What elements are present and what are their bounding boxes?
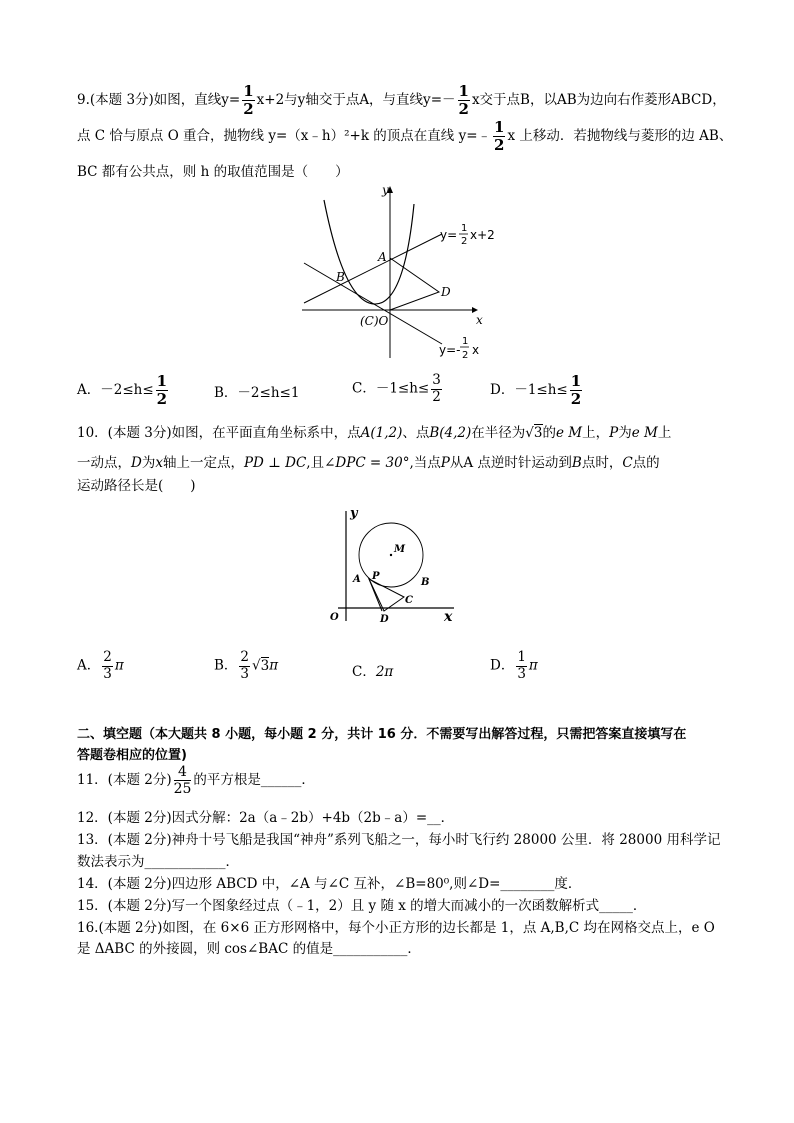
- q16-line-2: 是 ΔABC 的外接圆，则 cos∠BAC 的值是___________．: [77, 941, 421, 957]
- q10-option-b[interactable]: B． $\frac{2}{3}$ √3π: [214, 649, 279, 682]
- line2-frac-d: 2: [462, 350, 469, 360]
- triangle-pdc: [369, 579, 404, 611]
- fraction: $\frac{1}{2}$: [570, 372, 582, 408]
- fraction-half: $\frac{1}{2}$: [458, 82, 469, 118]
- x-label: x: [444, 609, 453, 625]
- q9-text: x+2与y轴交于点A，与直线y=－: [256, 92, 456, 108]
- point-b-label: B: [336, 270, 345, 284]
- point-d-label: D: [441, 285, 451, 299]
- q10-option-a[interactable]: A． $\frac{2}{3}$ π: [77, 649, 124, 682]
- fraction-half: $\frac{1}{2}$: [243, 82, 254, 118]
- q9-figure: [296, 182, 496, 360]
- line1-frac-n: 1: [461, 223, 468, 234]
- q10-line-1: 10．(本题 3分)如图，在平面直角坐标系中，点A(1,2)、点B(4,2)在半径为√3的e M上，P为e M上: [77, 425, 672, 441]
- line2-label-b: x: [472, 343, 480, 357]
- q9-option-a[interactable]: A．－2≤h≤ $\frac{1}{2}$: [77, 372, 168, 408]
- q14: 14．(本题 2分)四边形 ABCD 中，∠A 与∠C 互补，∠B=80⁰,则∠D=________度．: [77, 876, 582, 892]
- m-label: M: [394, 544, 406, 555]
- d-label: D: [380, 614, 389, 625]
- q10-line-3: 运动路径长是( ): [77, 478, 196, 494]
- origin-label: O: [330, 612, 339, 623]
- q11: 11．(本题 2分) $\frac{4}{25}$ 的平方根是______．: [77, 764, 315, 797]
- line1-label-b: x+2: [470, 228, 495, 242]
- segment-pd: [369, 579, 382, 611]
- line2-frac-n: 1: [462, 336, 469, 347]
- fraction: $\frac{1}{2}$: [156, 372, 168, 408]
- q10-option-c[interactable]: C．2π: [352, 664, 394, 680]
- q9-text: 点 C 恰与原点 O 重合，抛物线 y=（x﹣h）²+k 的顶点在直线 y=﹣: [77, 128, 492, 144]
- q9-option-d[interactable]: D．－1≤h≤ $\frac{1}{2}$: [490, 372, 582, 408]
- q9-option-b[interactable]: B．－2≤h≤1: [214, 385, 300, 401]
- point-co-label: (C)O: [360, 314, 389, 328]
- fraction: $\frac{2}{3}$: [103, 649, 112, 682]
- x-axis-label: x: [476, 313, 483, 327]
- q15: 15．(本题 2分)写一个图象经过点（﹣1，2）且 y 随 x 的增大而减小的一次函数解析式_____．: [77, 898, 647, 914]
- parabola: [324, 200, 414, 304]
- q9-text: x 上移动．若抛物线与菱形的边 AB、: [507, 128, 733, 144]
- point-a-label: A: [378, 250, 387, 264]
- sqrt-icon: √: [252, 657, 261, 674]
- q9-line-1: [77, 84, 726, 117]
- q9-text: 9.(本题 3分)如图，直线y=: [77, 92, 241, 108]
- q10-line-2: 一动点，D为x轴上一定点，PD ⊥ DC,且∠DPC = 30°,当点P从A 点逆时针运动到B点时，C点的: [77, 455, 660, 471]
- a-label: A: [353, 574, 361, 585]
- sqrt-icon: √: [525, 425, 534, 441]
- b-label: B: [421, 577, 430, 588]
- line-y-half-x-plus-2: [304, 234, 442, 303]
- q16-line-1: 16.(本题 2分)如图，在 6×6 正方形网格中，每个小正方形的边长都是 1，点 A,B,C 均在网格交点上，e O: [77, 920, 715, 936]
- fraction: $\frac{1}{3}$: [517, 649, 526, 682]
- fraction: $\frac{2}{3}$: [240, 649, 250, 682]
- section-2-heading-line-1: 二、填空题（本大题共 8 小题，每小题 2 分，共计 16 分．不需要写出解答过程，只需把答案直接填写在: [77, 727, 687, 742]
- line1-label-a: y=: [440, 228, 458, 242]
- fraction: $\frac{4}{25}$: [173, 764, 192, 797]
- section-2-heading-line-2: 答题卷相应的位置): [77, 748, 187, 763]
- q12: 12．(本题 2分)因式分解：2a（a﹣2b）+4b（2b﹣a）=__．: [77, 810, 455, 826]
- fraction-half: $\frac{1}{2}$: [494, 118, 505, 154]
- p-label: P: [372, 571, 380, 582]
- q13-line-2: 数法表示为____________．: [77, 854, 239, 870]
- q13-line-1: 13．(本题 2分)神舟十号飞船是我国“神舟”系列飞船之一，每小时飞行约 28000 公里．将 28000 用科学记: [77, 832, 721, 848]
- y-label: y: [350, 506, 358, 521]
- c-label: C: [405, 595, 413, 606]
- q10-figure: [324, 503, 464, 628]
- fraction: $\frac{3}{2}$: [432, 372, 441, 405]
- q9-line-3: BC 都有公共点，则 h 的取值范围是（ ）: [77, 164, 349, 180]
- q9-option-c[interactable]: C．－1≤h≤ $\frac{3}{2}$: [352, 372, 441, 405]
- line2-label-a: y=-: [439, 343, 461, 357]
- center-m-dot: [390, 554, 392, 556]
- line1-frac-d: 2: [461, 236, 468, 247]
- y-axis-label: y: [382, 183, 389, 197]
- q9-line-2: [77, 120, 732, 153]
- q10-option-d[interactable]: D． $\frac{1}{3}$ π: [490, 649, 538, 682]
- q9-text: x交于点B，以AB为边向右作菱形ABCD，: [471, 92, 726, 108]
